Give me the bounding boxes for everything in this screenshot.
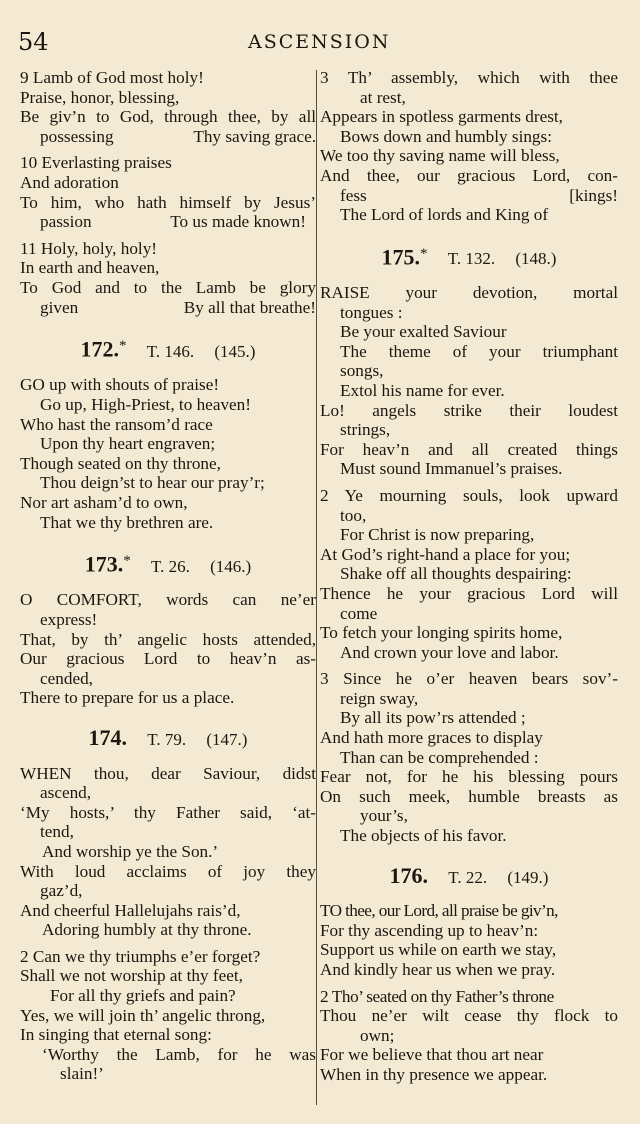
hymn-175-stanza-1 (320, 283, 618, 479)
left-column (20, 68, 316, 1104)
verse-line: 3 Th’ assembly, which with thee (320, 68, 618, 87)
verse-line: That, by th’ angelic hosts attended, (20, 629, 316, 649)
verse-line: There to prepare for us a place. (20, 688, 235, 708)
tune-reference: T. 26. (151, 556, 190, 576)
verse-line: On such meek, humble breasts as (320, 786, 618, 806)
verse-line: Appears in spotless garments drest, (320, 107, 563, 127)
verse-line: That we thy brethren are. (40, 512, 214, 532)
verse-line (20, 127, 316, 147)
verse-line: With loud acclaims of joy they (20, 861, 316, 881)
verse-line: 2 Tho’ seated on thy Father’s throne (320, 986, 554, 1006)
verse-line: strings, (340, 420, 391, 440)
verse-fragment: given (40, 297, 79, 317)
hymn-star: * (420, 245, 428, 262)
verse-line: To him, who hath himself by Jesus’ (20, 192, 316, 212)
verse-line: O COMFORT, words can ne’er (20, 590, 316, 610)
verse-line: Praise, honor, blessing, (20, 87, 180, 107)
stanza-9 (20, 68, 316, 146)
verse-line: For all thy griefs and pain? (50, 986, 236, 1006)
verse-line: And cheerful Hallelujahs rais’d, (20, 900, 241, 920)
stanza-3 (320, 68, 618, 225)
verse-fragment: Thy saving grace. (193, 126, 316, 146)
verse-line: songs, (340, 361, 384, 381)
hymn-173-heading (20, 552, 316, 576)
hymn-number: 173. (84, 551, 124, 577)
hymn-cross-reference: (145.) (214, 341, 256, 361)
verse-line: Nor art asham’d to own, (20, 492, 188, 512)
verse-line: Extol his name for ever. (340, 380, 505, 400)
hymn-number: 176. (389, 862, 429, 888)
verse-line: And crown your love and labor. (340, 642, 559, 662)
verse-line: 10 Everlasting praises (20, 153, 172, 173)
verse-fragment: [kings! (569, 185, 618, 205)
verse-line: own; (360, 1025, 395, 1045)
verse-line: 3 Since he o’er heaven bears sov’- (320, 669, 618, 689)
verse-line: The objects of his favor. (340, 826, 507, 846)
verse-line: Lo! angels strike their loudest (320, 400, 618, 420)
tune-reference: T. 132. (447, 249, 496, 269)
verse-fragment: To us made known! (170, 212, 306, 232)
hymn-174-heading (20, 724, 316, 750)
verse-line: GO up with shouts of praise! (20, 375, 220, 395)
verse-line: And worship ye the Son.’ (42, 841, 219, 861)
verse-line: ascend, (40, 783, 92, 803)
verse-line: For we believe that thou art near (320, 1045, 544, 1065)
page-header (18, 28, 622, 58)
verse-line: 11 Holy, holy, holy! (20, 238, 158, 258)
verse-line: When in thy presence we appear. (320, 1064, 548, 1084)
verse-line: To fetch your longing spirits home, (320, 623, 563, 643)
verse-line: Go up, High-Priest, to heaven! (40, 394, 251, 414)
verse-line (20, 212, 316, 232)
verse-line: Be your exalted Saviour (340, 322, 507, 342)
verse-line: Adoring humbly at thy throne. (42, 920, 252, 940)
verse-line: The Lord of lords and King of (340, 205, 549, 225)
right-column (320, 68, 618, 1104)
hymn-172-heading (20, 337, 316, 361)
verse-line: too, (340, 505, 367, 525)
verse-line: Who hast the ransom’d race (20, 414, 213, 434)
tune-reference: T. 146. (146, 341, 195, 361)
hymn-star: * (123, 553, 131, 570)
verse-line: And adoration (20, 172, 119, 192)
hymn-172-stanza (20, 375, 316, 532)
verse-line: Thence he your gracious Lord will (320, 583, 618, 603)
verse-fragment: possessing (40, 126, 114, 146)
verse-line: For heav’n and all created things (320, 439, 618, 459)
hymn-cross-reference: (147.) (206, 729, 248, 749)
verse-line: Shake off all thoughts despairing: (340, 564, 572, 584)
hymn-cross-reference: (148.) (515, 249, 557, 269)
verse-line: tongues : (340, 302, 403, 322)
hymn-number: 174. (88, 724, 128, 750)
hymn-number: 175. (381, 244, 421, 270)
hymn-176-heading (320, 862, 618, 888)
verse-line: Yes, we will join th’ angelic throng, (20, 1005, 266, 1025)
hymn-174-stanza-2 (20, 947, 316, 1084)
hymn-175-stanza-3 (320, 669, 618, 845)
tune-reference: T. 22. (448, 867, 488, 887)
verse-line: And hath more graces to display (320, 728, 543, 748)
verse-line: Thou deign’st to hear our pray’r; (40, 473, 265, 493)
hymn-176-stanza-2 (320, 987, 618, 1085)
tune-reference: T. 79. (147, 729, 187, 749)
hymn-cross-reference: (146.) (210, 556, 252, 576)
verse-line: cended, (40, 668, 93, 688)
verse-line: RAISE your devotion, mortal (320, 283, 618, 302)
verse-line: Support us while on earth we stay, (320, 940, 557, 960)
verse-line: And kindly hear us when we pray. (320, 960, 556, 979)
verse-line (320, 186, 618, 206)
verse-line: Bows down and humbly sings: (340, 126, 552, 146)
verse-line: At God’s right-hand a place for you; (320, 544, 571, 564)
verse-line: ‘My hosts,’ thy Father said, ‘at- (20, 802, 316, 822)
stanza-10 (20, 153, 316, 231)
hymn-176-stanza-1 (320, 901, 618, 979)
verse-line: 2 Can we thy triumphs e’er forget? (20, 946, 261, 966)
running-title: ASCENSION (248, 31, 391, 53)
verse-line: WHEN thou, dear Saviour, didst (20, 763, 316, 783)
hymn-175-heading (320, 245, 618, 269)
page-number: 54 (18, 28, 49, 56)
column-divider (316, 70, 317, 1105)
verse-line: Must sound Immanuel’s praises. (340, 459, 563, 479)
verse-line: come (340, 603, 378, 623)
verse-line: The theme of your triumphant (340, 341, 618, 361)
verse-line: In earth and heaven, (20, 258, 160, 278)
verse-line: 9 Lamb of God most holy! (20, 68, 204, 87)
verse-line: your’s, (360, 806, 408, 826)
verse-line: reign sway, (340, 688, 419, 708)
verse-line: In singing that eternal song: (20, 1025, 212, 1045)
verse-line: at rest, (360, 87, 406, 107)
verse-line: tend, (40, 822, 74, 842)
stanza-11 (20, 239, 316, 317)
verse-line: To God and to the Lamb be glory (20, 277, 316, 297)
verse-line: Though seated on thy throne, (20, 453, 221, 473)
verse-fragment: passion (40, 212, 92, 232)
verse-line: We too thy saving name will bless, (320, 146, 560, 166)
verse-line: And thee, our gracious Lord, con- (320, 165, 618, 185)
verse-line: Shall we not worship at thy feet, (20, 966, 243, 986)
verse-line: By all its pow’rs attended ; (340, 708, 526, 728)
verse-line: Our gracious Lord to heav’n as- (20, 649, 316, 669)
verse-line: TO thee, our Lord, all praise be giv’n, (320, 901, 558, 921)
verse-line: Thou ne’er wilt cease thy flock to (320, 1006, 618, 1026)
hymn-number: 172. (80, 336, 120, 362)
verse-line: slain!’ (60, 1064, 104, 1084)
hymn-175-stanza-2 (320, 486, 618, 662)
verse-line: Fear not, for he his blessing pours (320, 767, 618, 787)
verse-line: For thy ascending up to heav’n: (320, 920, 539, 940)
verse-line: Than can be comprehended : (340, 747, 539, 767)
verse-line: Upon thy heart engraven; (40, 434, 216, 454)
verse-fragment: By all that breathe! (183, 297, 316, 317)
verse-line: For Christ is now preparing, (340, 525, 535, 545)
hymn-174-stanza-1 (20, 764, 316, 940)
verse-line: 2 Ye mourning souls, look upward (320, 485, 618, 505)
verse-line: Be giv’n to God, through thee, by all (20, 107, 316, 127)
verse-line: gaz’d, (40, 881, 83, 901)
verse-line: express! (40, 609, 98, 629)
hymn-cross-reference: (149.) (507, 867, 549, 887)
hymn-star: * (119, 338, 127, 355)
hymn-173-stanza (20, 590, 316, 708)
verse-line (20, 298, 316, 318)
verse-fragment: fess (340, 185, 367, 205)
verse-line: ‘Worthy the Lamb, for he was (42, 1044, 316, 1064)
